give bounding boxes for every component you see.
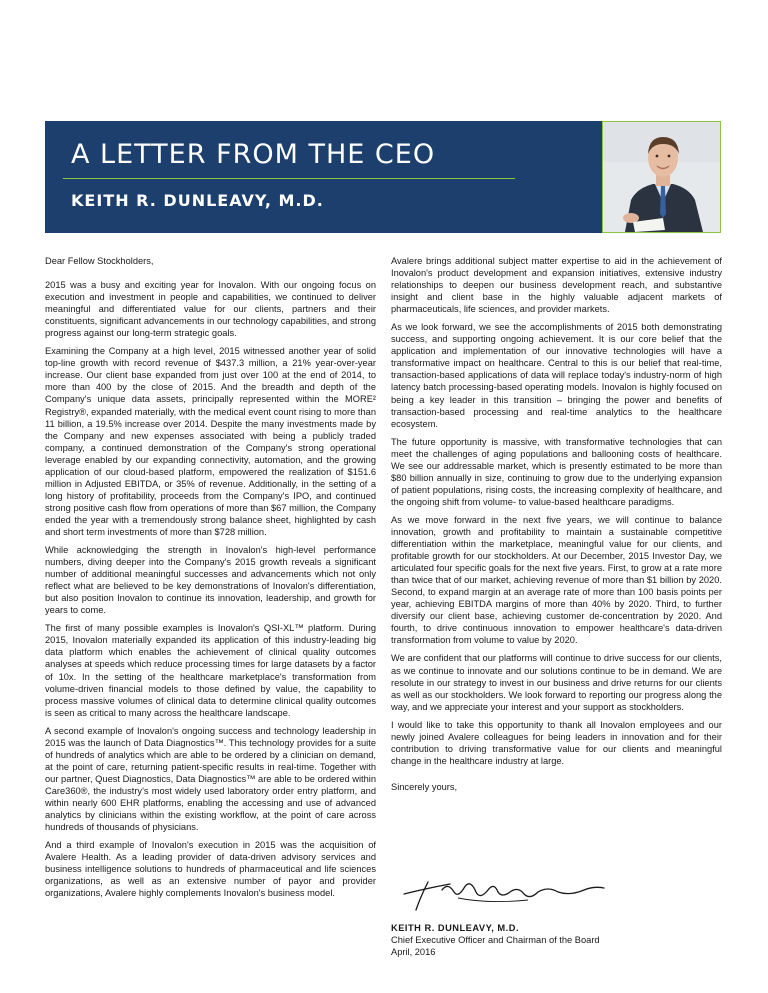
letter-column-right [391,255,722,799]
letter-paragraph: Avalere brings additional subject matter expertise to aid in the achievement of Inovalon's product development and expansion initiatives, extensive industry relationships to deepen our business development reach, and substantive insight and client base in the highly valuable adjacent markets of pharmaceuticals, life sciences, and provider markets. [391,256,722,315]
ceo-portrait-photo [602,121,721,233]
letter-paragraph: And a third example of Inovalon's execution in 2015 was the acquisition of Avalere Health. As a leading provider of data-driven advisory services and business intelligence solutions to hundreds of pharmaceutical and life sciences organizations, as well as an extensive number of payor and provider organizations, Avalere highly complements Inovalon's business model. [45,840,376,899]
letter-paragraph: A second example of Inovalon's ongoing success and technology leadership in 2015 was the launch of Data Diagnostics™. This technology provides for a suite of hundreds of analytics which are able to be ordered by a clinician on demand, at the point of care, returning patient-specific results in real-time. Together with our partner, Quest Diagnostics, Data Diagnostics™ are able to be ordered within Care360®, the industry's most widely used laboratory order entry platform, and within nearly 600 EHR platforms, enabling the accessing and use of advanced analytics by clinicians within the existing workflow, at the point of care across hundreds of thousands of physicians. [45,725,376,833]
letter-date: April, 2016 [391,947,436,957]
page-title: A LETTER FROM THE CEO [71,139,436,170]
signer-title: Chief Executive Officer and Chairman of the Board [391,935,600,945]
letter-column-left [45,255,376,905]
ceo-name-heading: KEITH R. DUNLEAVY, M.D. [71,191,324,210]
letter-paragraph: As we move forward in the next five years, we will continue to balance innovation, growth and profitability to maintain a sustainable competitive differentiation within the marketplace, meaningful value for our clients, and profitable growth for our stockholders. At our December, 2015 Investor Day, we articulated four specific goals for the next five years. First, to grow at a rate more than twice that of our market, achieving revenue of more than $1 billion by 2020. Second, to expand margin at an average rate of more than 100 basis points per year, achieving EBITDA margins of more than 40% by 2020. Third, to further diversify our client base, achieving customer de-concentration by 2020. And fourth, to drive continuous innovation to empower healthcare's data-driven transformation from volume to value by 2020. [391,514,722,646]
letter-paragraph: The first of many possible examples is Inovalon's QSI-XL™ platform. During 2015, Inovalon materially expanded its application of this industry-leading big data platform which enables the achievement of clinical quality outcomes analyses at speeds which reduce processing times for large datasets by a factor of 10x. In the setting of the healthcare marketplace's transformation from volume-driven financial models to those defined by value, the capability to process massive volumes of clinical data to determine clinical quality outcomes is seen as critical to many across the healthcare landscape. [45,623,376,718]
letter-greeting: Dear Fellow Stockholders, [45,256,154,266]
title-divider [63,178,515,179]
letter-paragraph: I would like to take this opportunity to thank all Inovalon employees and our newly joined Avalere colleagues for being leaders in innovation and for their contribution to driving transformative value for our clients and meaningful change in the healthcare industry at large. [391,719,722,766]
letter-paragraph: As we look forward, we see the accomplishments of 2015 both demonstrating success, and supporting ongoing achievement. It is our core belief that the application and implementation of our innovative technologies will have a transformative impact on healthcare. Central to this is our belief that real-time, transaction-based applications of data will replace today's industry-norm of high latency batch processing-based operating models. Inovalon is highly focused on being a key leader in this transition – bringing the power and benefits of transaction-based processing and real-time analytics to the healthcare ecosystem. [391,322,722,429]
letter-paragraph: We are confident that our platforms will continue to drive success for our clients, as we continue to innovate and our solutions continue to be in demand. We are resolute in our strategy to invest in our business and drive returns for our clients as well as our stockholders. We look forward to reporting our progress along the way, and we appreciate your interest and your support as stockholders. [391,653,722,712]
header-banner [45,121,602,233]
letter-closing: Sincerely yours, [391,781,458,792]
letter-paragraph: While acknowledging the strength in Inovalon's high-level performance numbers, diving deeper into the Company's 2015 growth reveals a significant number of additional meaningful successes and advancements which not only reflect what are believed to be key demonstrations of Inovalon's differentiation, but also position Inovalon to continue its innovation, leadership, and growth for years to come. [45,545,376,616]
letter-paragraph: Examining the Company at a high level, 2015 witnessed another year of solid top-line growth with record revenue of $437.3 million, a 21% year-over-year increase. Our client base expanded from just over 100 at the end of 2014, to more than 400 by the close of 2015. And the breadth and depth of the Company's unique data assets, principally represented within the MORE² Registry®, expanded materially, with the medical event count rising to more than 11 billion, a 19.5% increase over 2014. Despite the many investments made by the Company and new expenses associated with being a publicly traded company, a continued demonstration of the Company's strong operational leverage enabled by our expanding connectivity, automation, and the growing application of our cloud-based platform, empowered the realization of $151.6 million in Adjusted EBITDA, or 35% of revenue. Additionally, in the setting of a long history of profitability, proceeds from the Company's IPO, and continued strong positive cash flow from operations of more than $67 million, the Company ended the year with a tremendously strong balance sheet, highlighted by cash and short term investments of more than $728 million. [45,346,376,537]
letter-paragraph: The future opportunity is massive, with transformative technologies that can meet the challenges of aging populations and ballooning costs of healthcare. We see our addressable market, which is presently estimated to be more than $80 billion annually in size, continuing to grow due to the underlying expansion of patient populations, rising costs, the increasing complexity of healthcare, and the ongoing shift from volume- to value-based healthcare paradigms. [391,436,722,507]
letter-paragraph: 2015 was a busy and exciting year for Inovalon. With our ongoing focus on execution and investment in people and capabilities, we continued to deliver meaningful and differentiated value for our clients, partners and their constituents, significant advancements in our technology capabilities, and strong progress against our long-term strategic goals. [45,280,376,339]
handwritten-signature [398,868,608,914]
signer-name: KEITH R. DUNLEAVY, M.D. [391,923,520,933]
